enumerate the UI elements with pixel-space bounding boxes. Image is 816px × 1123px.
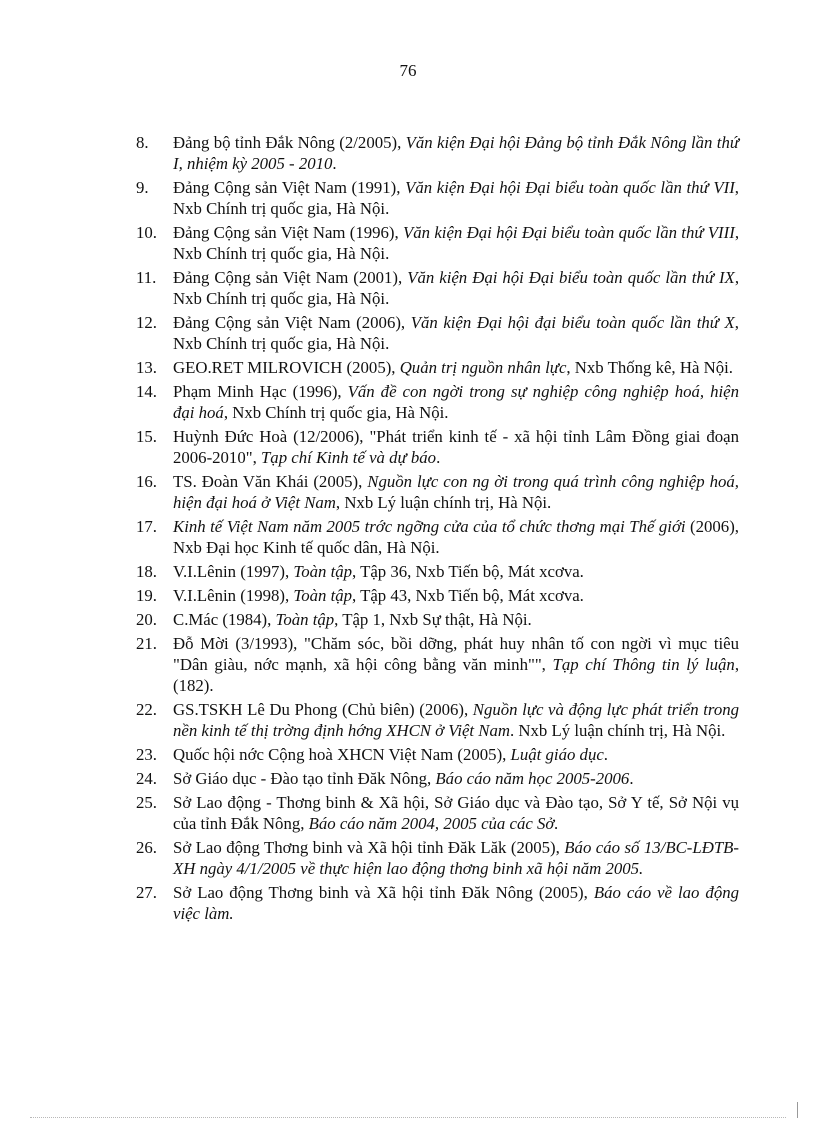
reference-text: V.I.Lênin (1997), <box>173 562 294 581</box>
reference-item <box>136 426 739 468</box>
reference-title: Tạp chí Thông tin lý luận <box>552 655 735 674</box>
reference-title: Toàn tập <box>293 562 353 581</box>
reference-publication: . <box>603 745 608 764</box>
reference-item <box>136 471 739 513</box>
reference-text: V.I.Lênin (1998), <box>173 586 294 605</box>
reference-number: 11. <box>136 268 157 287</box>
reference-text: Sở Lao động - Thơng binh & Xã hội, Sở Giáo dục và Đào tạo, Sở Y tế, Sở Nội vụ của tỉnh Đắk Nông, <box>173 793 739 833</box>
reference-publication: , (182). <box>173 655 740 695</box>
reference-text: Đảng bộ tỉnh Đắk Nông (2/2005), <box>173 133 406 152</box>
reference-text: Sở Giáo dục - Đào tạo tỉnh Đăk Nông, <box>173 769 436 788</box>
reference-text: Quốc hội nớc Cộng hoà XHCN Việt Nam (2005), <box>173 745 511 764</box>
reference-item <box>136 516 739 558</box>
reference-text: Đảng Cộng sản Việt Nam (1991), <box>173 178 406 197</box>
reference-title: Toàn tập <box>293 586 353 605</box>
reference-title: Văn kiện Đại hội Đại biểu toàn quốc lần thứ VIII <box>403 223 735 242</box>
reference-item <box>136 267 739 309</box>
reference-list <box>136 132 739 927</box>
reference-publication: , Nxb Thống kê, Hà Nội. <box>566 358 733 377</box>
reference-number: 12. <box>136 313 157 332</box>
reference-publication: . Nxb Lý luận chính trị, Hà Nội. <box>510 721 726 740</box>
reference-publication: . <box>332 154 337 173</box>
reference-publication: , Nxb Chính trị quốc gia, Hà Nội. <box>173 268 740 308</box>
reference-number: 23. <box>136 745 157 764</box>
reference-text: Đảng Cộng sản Việt Nam (2006), <box>173 313 411 332</box>
reference-title: Kinh tế Việt Nam năm 2005 trớc ngỡng cửa của tổ chức thơng mại Thế giới <box>173 517 686 536</box>
reference-title: Nguồn lực và động lực phát triển trong nền kinh tế thị trờng định hớng XHCN ở Việt Nam <box>173 700 739 740</box>
reference-number: 13. <box>136 358 157 377</box>
reference-number: 20. <box>136 610 157 629</box>
reference-text: GS.TSKH Lê Du Phong (Chủ biên) (2006), <box>173 700 473 719</box>
reference-publication: , Nxb Chính trị quốc gia, Hà Nội. <box>173 178 739 218</box>
reference-publication: , Nxb Chính trị quốc gia, Hà Nội. <box>173 223 740 263</box>
reference-publication: , Nxb Chính trị quốc gia, Hà Nội. <box>223 403 449 422</box>
reference-publication: . <box>629 769 634 788</box>
reference-item <box>136 222 739 264</box>
reference-number: 24. <box>136 769 157 788</box>
page-bottom-dotted-line <box>30 1117 786 1118</box>
reference-title: Báo cáo năm 2004, 2005 của các Sở. <box>308 814 559 833</box>
reference-title: Văn kiện Đại hội Đại biểu toàn quốc lần thứ VII <box>405 178 735 197</box>
reference-number: 10. <box>136 223 157 242</box>
reference-title: Văn kiện Đại hội đại biểu toàn quốc lần thứ X <box>410 313 735 332</box>
reference-text: GEO.RET MILROVICH (2005), <box>173 358 400 377</box>
reference-item <box>136 837 739 879</box>
reference-text: Đảng Cộng sản Việt Nam (1996), <box>173 223 404 242</box>
reference-item <box>136 585 739 606</box>
reference-item <box>136 792 739 834</box>
reference-title: Luật giáo dục <box>510 745 604 764</box>
reference-title: Báo cáo về lao động việc làm. <box>173 883 739 923</box>
reference-text: TS. Đoàn Văn Khái (2005), <box>173 472 368 491</box>
reference-number: 26. <box>136 838 157 857</box>
reference-title: Văn kiện Đại hội Đại biểu toàn quốc lần thứ IX <box>407 268 735 287</box>
reference-item <box>136 381 739 423</box>
reference-publication: , Tập 43, Nxb Tiến bộ, Mát xcơva. <box>352 586 584 605</box>
reference-number: 8. <box>136 133 149 152</box>
reference-title: Quản trị nguồn nhân lực <box>399 358 567 377</box>
reference-number: 16. <box>136 472 157 491</box>
reference-text: Sở Lao động Thơng binh và Xã hội tỉnh Đăk Nông (2005), <box>173 883 594 902</box>
reference-number: 9. <box>136 178 149 197</box>
reference-item <box>136 177 739 219</box>
reference-item <box>136 609 739 630</box>
reference-number: 19. <box>136 586 157 605</box>
reference-title: Báo cáo năm học 2005-2006 <box>435 769 630 788</box>
reference-item <box>136 132 739 174</box>
page-corner-mark <box>797 1102 798 1118</box>
reference-number: 15. <box>136 427 157 446</box>
reference-item <box>136 312 739 354</box>
reference-number: 14. <box>136 382 157 401</box>
reference-publication: , Tập 36, Nxb Tiến bộ, Mát xcơva. <box>352 562 584 581</box>
reference-title: Vấn đề con ngời trong sự nghiệp công nghiệp hoá, hiện đại hoá <box>173 382 739 422</box>
reference-title: Báo cáo số 13/BC-LĐTB-XH ngày 4/1/2005 về thực hiện lao động thơng binh xã hội năm 2005. <box>173 838 739 878</box>
reference-publication: (2006), Nxb Đại học Kinh tế quốc dân, Hà Nội. <box>173 517 739 557</box>
reference-text: Huỳnh Đức Hoà (12/2006), "Phát triển kinh tế - xã hội tỉnh Lâm Đồng giai đoạn 2006-2010", <box>173 427 739 467</box>
reference-publication: , Tập 1, Nxb Sự thật, Hà Nội. <box>334 610 532 629</box>
reference-number: 17. <box>136 517 157 536</box>
reference-title: Văn kiện Đại hội Đảng bộ tỉnh Đắk Nông lần thứ I, nhiệm kỳ 2005 - 2010 <box>173 133 739 173</box>
reference-number: 22. <box>136 700 157 719</box>
reference-text: Sở Lao động Thơng binh và Xã hội tỉnh Đăk Lăk (2005), <box>173 838 565 857</box>
reference-text: Đảng Cộng sản Việt Nam (2001), <box>173 268 408 287</box>
reference-item <box>136 699 739 741</box>
page-number: 76 <box>399 61 417 80</box>
reference-number: 21. <box>136 634 157 653</box>
reference-title: Tạp chí Kinh tế và dự báo <box>260 448 437 467</box>
reference-item <box>136 768 739 789</box>
reference-item <box>136 633 739 696</box>
reference-publication: , Nxb Lý luận chính trị, Hà Nội. <box>335 493 552 512</box>
reference-item <box>136 561 739 582</box>
reference-publication: , Nxb Chính trị quốc gia, Hà Nội. <box>173 313 739 353</box>
reference-title: Toàn tập <box>275 610 335 629</box>
reference-text: C.Mác (1984), <box>173 610 276 629</box>
reference-number: 25. <box>136 793 157 812</box>
reference-item <box>136 357 739 378</box>
reference-number: 27. <box>136 883 157 902</box>
reference-text: Phạm Minh Hạc (1996), <box>173 382 348 401</box>
reference-item <box>136 882 739 924</box>
reference-number: 18. <box>136 562 157 581</box>
reference-text: Đỗ Mời (3/1993), "Chăm sóc, bồi dỡng, phát huy nhân tố con ngời vì mục tiêu "Dân giàu, nớc mạnh, xã hội công bằng văn minh"", <box>173 634 739 674</box>
reference-item <box>136 744 739 765</box>
reference-title: Nguồn lực con ng ời trong quá trình công nghiệp hoá, hiện đại hoá ở Việt Nam <box>173 472 739 512</box>
reference-publication: . <box>436 448 441 467</box>
